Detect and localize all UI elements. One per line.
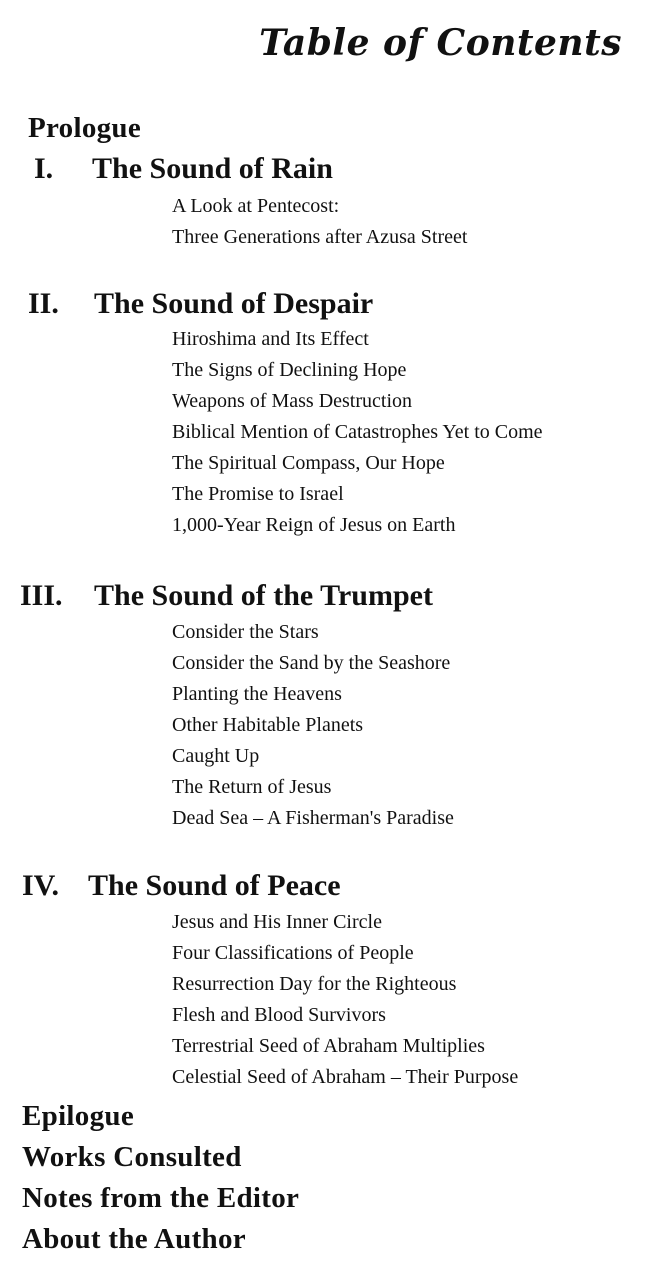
toc-section: Consider the Stars — [172, 621, 319, 643]
toc-entry-notes-from-the-editor: Notes from the Editor — [22, 1182, 300, 1214]
part-title: The Sound of Peace — [88, 869, 341, 902]
part-title: The Sound of Despair — [94, 287, 374, 320]
section-list-part-4 — [172, 907, 518, 1093]
toc-section: Terrestrial Seed of Abraham Multiplies — [172, 1035, 485, 1057]
toc-section: Planting the Heavens — [172, 683, 342, 705]
toc-entry-works-consulted: Works Consulted — [22, 1141, 242, 1173]
part-heading-4 — [0, 869, 656, 907]
toc-section: The Return of Jesus — [172, 776, 332, 798]
toc-section: The Signs of Declining Hope — [172, 359, 407, 381]
toc-section: Jesus and His Inner Circle — [172, 911, 382, 933]
toc-section: Flesh and Blood Survivors — [172, 1004, 386, 1026]
toc-section: Biblical Mention of Catastrophes Yet to Come — [172, 421, 543, 443]
toc-entry-epilogue: Epilogue — [22, 1100, 134, 1132]
part-title: The Sound of the Trumpet — [94, 579, 433, 612]
part-heading-2 — [0, 287, 656, 325]
part-numeral: III. — [20, 579, 63, 612]
toc-section: The Promise to Israel — [172, 483, 344, 505]
part-numeral: II. — [28, 287, 59, 320]
part-numeral: I. — [34, 152, 54, 185]
toc-section: Caught Up — [172, 745, 260, 767]
toc-section: Hiroshima and Its Effect — [172, 328, 369, 350]
part-heading-1 — [0, 152, 656, 190]
section-list-part-1 — [172, 191, 467, 253]
toc-section: Dead Sea – A Fisherman's Paradise — [172, 807, 454, 829]
toc-section: Consider the Sand by the Seashore — [172, 652, 451, 674]
toc-section: The Spiritual Compass, Our Hope — [172, 452, 445, 474]
toc-section: 1,000-Year Reign of Jesus on Earth — [172, 514, 456, 536]
section-list-part-2 — [172, 324, 543, 541]
toc-section: Celestial Seed of Abraham – Their Purpose — [172, 1066, 519, 1088]
toc-section: Three Generations after Azusa Street — [172, 226, 468, 248]
part-numeral: IV. — [22, 869, 59, 902]
part-title: The Sound of Rain — [92, 152, 333, 185]
toc-section: Other Habitable Planets — [172, 714, 364, 736]
part-heading-3 — [0, 579, 656, 617]
toc-section: Four Classifications of People — [172, 942, 414, 964]
toc-entry-about-the-author: About the Author — [22, 1223, 246, 1255]
section-list-part-3 — [172, 617, 454, 834]
toc-entry-prologue: Prologue — [28, 112, 142, 144]
page-title: Table of Contents — [259, 22, 622, 64]
toc-section: A Look at Pentecost: — [172, 195, 340, 217]
toc-section: Resurrection Day for the Righteous — [172, 973, 457, 995]
toc-section: Weapons of Mass Destruction — [172, 390, 413, 412]
